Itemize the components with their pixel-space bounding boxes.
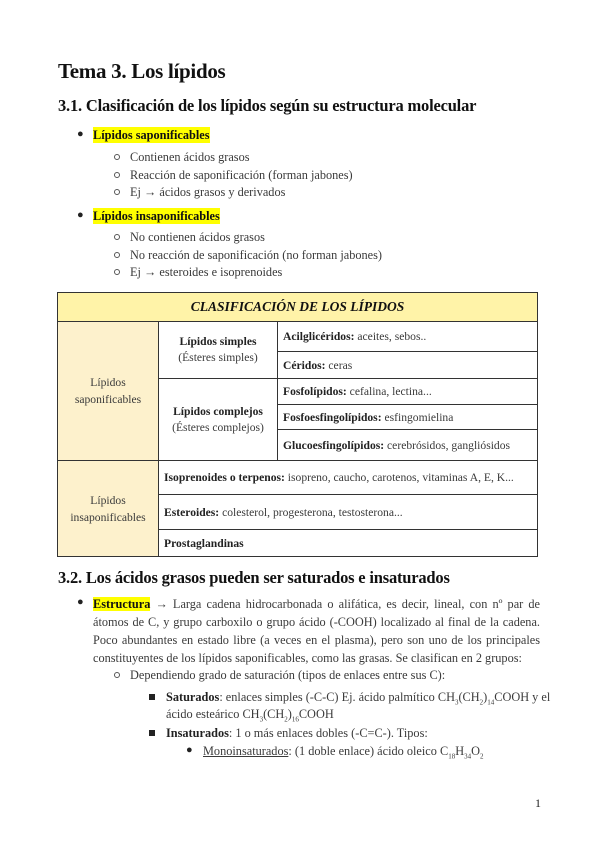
bullet-icon: ●: [186, 744, 193, 756]
list-subitem: Dependiendo grado de saturación (tipos de enlaces entre sus C):: [130, 668, 446, 682]
table-row: Acilglicéridos: aceites, sebos..: [278, 322, 538, 352]
bullet-icon: ●: [77, 596, 84, 608]
square-bullet-icon: [149, 694, 155, 700]
section-heading-3-2: 3.2. Los ácidos grasos pueden ser saturados e insaturados: [58, 568, 450, 587]
estructura-paragraph: Estructura → Larga cadena hidrocarbonada o alifática, es decir, lineal, con nº par de átomos de C, y grupo carboxilo o grupo ácido (-COOH) localizado al final de la cadena. Poco abundantes en estado libre (a veces en el plasma), pero son uno de los principales constituyentes de los lípidos saponificables, como las grasas. Se clasifican en 2 grupos:: [93, 597, 540, 665]
list-subitem: Ej → esteroides e isoprenoides: [130, 265, 283, 279]
table-row: Prostaglandinas: [159, 530, 538, 557]
bullet-icon: ●: [77, 209, 84, 221]
circle-bullet-icon: [114, 252, 120, 258]
list-item-saponificables: Lípidos saponificables: [93, 128, 210, 142]
table-title: CLASIFICACIÓN DE LOS LÍPIDOS: [58, 293, 538, 322]
table-row: Fosfolípidos: cefalina, lectina...: [278, 379, 538, 405]
monoinsaturados-item: Monoinsaturados: (1 doble enlace) ácido oleico $C_{18}H_{34}O_2$: [203, 744, 484, 761]
table-row: Glucoesfingolípidos: cerebrósidos, gangliósidos: [278, 430, 538, 461]
table-row: Fosfoesfingolípidos: esfingomielina: [278, 405, 538, 430]
list-subitem: No contienen ácidos grasos: [130, 230, 265, 244]
cell-simples: Lípidos simples (Ésteres simples): [159, 322, 278, 379]
circle-bullet-icon: [114, 172, 120, 178]
table-row: Isoprenoides o terpenos: isopreno, caucho, carotenos, vitaminas A, E, K...: [159, 461, 538, 495]
circle-bullet-icon: [114, 672, 120, 678]
page-title: Tema 3. Los lípidos: [58, 59, 226, 83]
saturados-item: Saturados: enlaces simples (-C-C) Ej. ácido palmítico $CH_3(CH_2)_{14}COOH$ y el: [166, 690, 551, 707]
list-subitem: No reacción de saponificación (no forman jabones): [130, 248, 382, 262]
saturados-item-cont: ácido esteárico $CH_3(CH_2)_{16}COOH$: [166, 707, 334, 724]
circle-bullet-icon: [114, 189, 120, 195]
section-heading-3-1: 3.1. Clasificación de los lípidos según su estructura molecular: [58, 96, 477, 115]
circle-bullet-icon: [114, 269, 120, 275]
cell-saponificables: Lípidos saponificables: [58, 322, 159, 461]
cell-insaponificables: Lípidos insaponificables: [58, 461, 159, 557]
list-subitem: Ej → ácidos grasos y derivados: [130, 185, 286, 199]
circle-bullet-icon: [114, 154, 120, 160]
list-item-insaponificables: Lípidos insaponificables: [93, 209, 220, 223]
bullet-icon: ●: [77, 128, 84, 140]
cell-complejos: Lípidos complejos (Ésteres complejos): [159, 379, 278, 461]
table-row: Céridos: ceras: [278, 352, 538, 379]
table-row: Esteroides: colesterol, progesterona, testosterona...: [159, 495, 538, 530]
square-bullet-icon: [149, 730, 155, 736]
list-subitem: Reacción de saponificación (forman jabones): [130, 168, 353, 182]
insaturados-item: Insaturados: 1 o más enlaces dobles (-C=C-). Tipos:: [166, 726, 428, 740]
circle-bullet-icon: [114, 234, 120, 240]
classification-table: [57, 292, 538, 557]
page-number: 1: [535, 796, 541, 810]
list-subitem: Contienen ácidos grasos: [130, 150, 250, 164]
